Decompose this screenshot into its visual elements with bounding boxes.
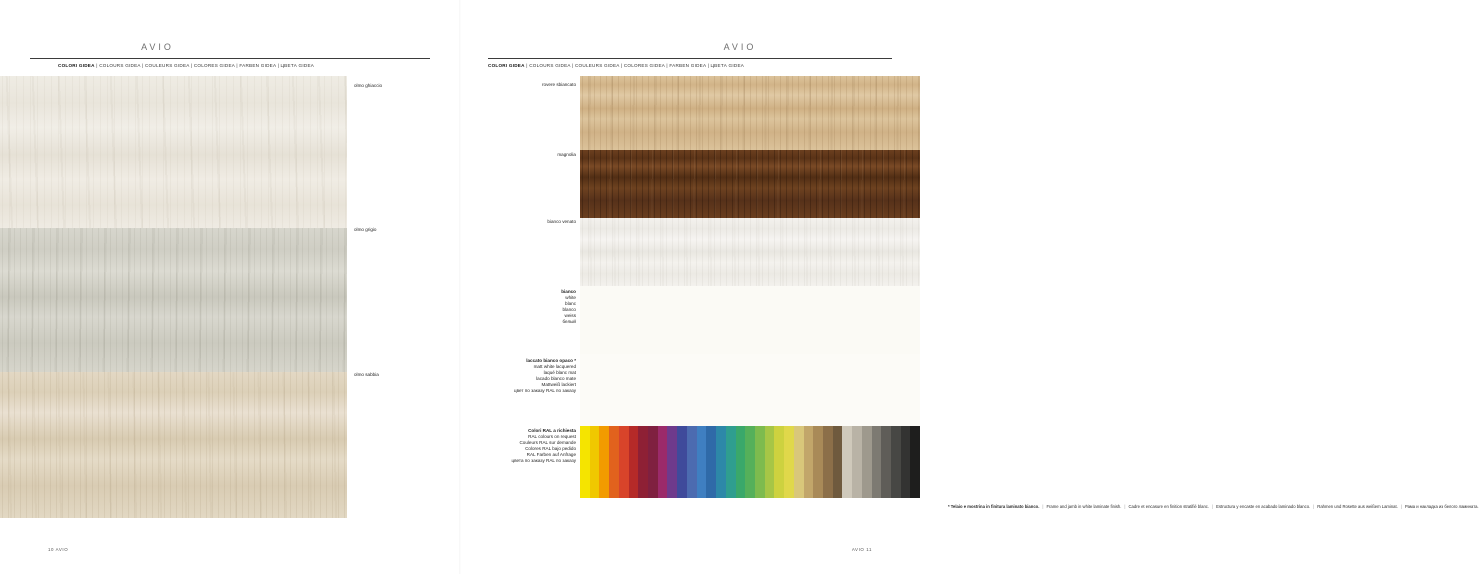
- ral-chip[interactable]: [755, 426, 765, 498]
- label-line-translation: белый: [562, 319, 576, 324]
- label-line-translation: white: [565, 295, 576, 300]
- footnote-separator: |: [1313, 504, 1315, 509]
- label-olmo-grigio: olmo grigio: [354, 227, 377, 232]
- ral-chip[interactable]: [745, 426, 755, 498]
- ral-chip[interactable]: [629, 426, 639, 498]
- footnote-translation: Frame and jamb in white laminate finish.: [1046, 504, 1122, 509]
- label-line-translation: RAL Farben auf Anfrage: [526, 452, 576, 457]
- label-line-primary: Colori RAL a richiesta: [528, 428, 576, 433]
- ral-chip[interactable]: [580, 426, 590, 498]
- label-line-translation: Couleurs RAL sur demande: [519, 440, 576, 445]
- wood-grain-texture: [580, 76, 920, 150]
- label-line-translation: RAL colours on request: [528, 434, 576, 439]
- swatch-bianco-venato[interactable]: [580, 218, 920, 286]
- ral-chip[interactable]: [784, 426, 794, 498]
- ral-chip[interactable]: [842, 426, 852, 498]
- ral-color-strip[interactable]: [580, 426, 920, 498]
- swatch-olmo-sabbia[interactable]: [0, 372, 347, 518]
- ral-chip[interactable]: [901, 426, 911, 498]
- right-legend-rest: | COLOURS GIDEA | COULEURS GIDEA | COLORES GIDEA | FARBEN GIDEA | ЦВЕТА GIDEA: [524, 63, 745, 68]
- label-line-translation: weiss: [564, 313, 576, 318]
- left-swatch-stack: [0, 76, 347, 518]
- ral-chip[interactable]: [687, 426, 697, 498]
- right-swatch-stack: [580, 76, 920, 498]
- ral-chip[interactable]: [667, 426, 677, 498]
- label-line-primary: laccato bianco opaco *: [526, 358, 576, 363]
- label-rovere-sbiancato: rovere sbiancato: [542, 82, 576, 87]
- label-line-translation: laqué blanc mat: [543, 370, 576, 375]
- ral-chip[interactable]: [716, 426, 726, 498]
- ral-chip[interactable]: [804, 426, 814, 498]
- footnote-bold: * Telaio e mostrina in finitura laminato bianco.: [948, 504, 1040, 509]
- wood-grain-texture: [0, 228, 347, 372]
- label-line-primary: bianco: [561, 289, 576, 294]
- footnote-separator: |: [1124, 504, 1126, 509]
- ral-chip[interactable]: [765, 426, 775, 498]
- ral-chip[interactable]: [862, 426, 872, 498]
- left-page-header: [30, 42, 430, 56]
- right-legend: [488, 63, 744, 68]
- ral-chip[interactable]: [590, 426, 600, 498]
- right-page-title: AVIO: [723, 42, 757, 52]
- label-colori-ral: [416, 428, 576, 464]
- footnote-translations: [1039, 504, 1478, 509]
- ral-chip[interactable]: [813, 426, 823, 498]
- swatch-laccato-bianco-opaco[interactable]: [580, 354, 920, 426]
- ral-chip[interactable]: [706, 426, 716, 498]
- ral-chip[interactable]: [648, 426, 658, 498]
- label-line-translation: Colores RAL bajo pedido: [525, 446, 576, 451]
- swatch-magnolia[interactable]: [580, 150, 920, 218]
- ral-chip[interactable]: [910, 426, 920, 498]
- label-line-translation: Mattweiß lackiert: [541, 382, 576, 387]
- footnote-separator: |: [1400, 504, 1402, 509]
- footnote-translation: Рама и накладка из белого ламината.: [1404, 504, 1479, 509]
- ral-chip[interactable]: [736, 426, 746, 498]
- footnote-translation: Estructura y encaste en acabado laminado blanco.: [1216, 504, 1311, 509]
- swatch-bianco[interactable]: [580, 286, 920, 354]
- right-header-rule: [488, 58, 892, 59]
- swatch-colori-ral[interactable]: [580, 426, 920, 498]
- ral-chip[interactable]: [794, 426, 804, 498]
- label-laccato-bianco-opaco: [416, 358, 576, 394]
- left-page: [0, 0, 460, 574]
- wood-grain-texture: [580, 150, 920, 218]
- swatch-rovere-sbiancato[interactable]: [580, 76, 920, 150]
- ral-chip[interactable]: [677, 426, 687, 498]
- footnote-translation: Cadre et encasure en finition stratifié blanc.: [1128, 504, 1210, 509]
- ral-chip[interactable]: [609, 426, 619, 498]
- ral-chip[interactable]: [774, 426, 784, 498]
- label-bianco-venato: bianco venato: [547, 219, 576, 224]
- ral-chip[interactable]: [852, 426, 862, 498]
- label-line-translation: blanco: [562, 307, 576, 312]
- left-legend: [58, 63, 314, 68]
- footnote-separator: |: [1212, 504, 1214, 509]
- label-line-translation: blanc: [565, 301, 576, 306]
- label-line-translation: lacado blanco mate: [536, 376, 576, 381]
- ral-chip[interactable]: [872, 426, 882, 498]
- left-legend-bold: COLORI GIDEA: [58, 63, 95, 68]
- left-legend-rest: | COLOURS GIDEA | COULEURS GIDEA | COLORES GIDEA | FARBEN GIDEA | ЦВЕТА GIDEA: [94, 63, 315, 68]
- ral-chip[interactable]: [823, 426, 833, 498]
- ral-chip[interactable]: [881, 426, 891, 498]
- ral-chip[interactable]: [658, 426, 668, 498]
- ral-chip[interactable]: [697, 426, 707, 498]
- ral-chip[interactable]: [891, 426, 901, 498]
- ral-chip[interactable]: [638, 426, 648, 498]
- ral-chip[interactable]: [833, 426, 843, 498]
- footnote: [948, 504, 1479, 510]
- footnote-translation: Rahmen und Rosette aus weißem Laminat.: [1317, 504, 1398, 509]
- right-folio: AVIO 11: [851, 547, 872, 552]
- label-line-translation: matt white lacquered: [533, 364, 576, 369]
- label-olmo-sabbia: olmo sabbia: [354, 372, 379, 377]
- label-olmo-ghiaccio: olmo ghiaccio: [354, 83, 383, 88]
- label-magnolia: magnolia: [557, 152, 576, 157]
- footnote-separator: |: [1042, 504, 1044, 509]
- left-folio: 10 AVIO: [48, 547, 69, 552]
- wood-grain-texture: [0, 372, 347, 518]
- label-line-translation: цвет по заказу RAL по заказу: [513, 388, 576, 393]
- right-page-header: [488, 42, 892, 56]
- label-bianco: [416, 289, 576, 325]
- left-header-rule: [30, 58, 430, 59]
- right-legend-bold: COLORI GIDEA: [488, 63, 525, 68]
- wood-grain-texture: [0, 76, 347, 228]
- ral-chip[interactable]: [599, 426, 609, 498]
- label-line-translation: цвета по заказу RAL по заказу: [511, 458, 576, 463]
- right-page: [460, 0, 1479, 574]
- left-page-title: AVIO: [141, 42, 174, 52]
- swatch-olmo-ghiaccio[interactable]: [0, 76, 347, 228]
- ral-chip[interactable]: [726, 426, 736, 498]
- ral-chip[interactable]: [619, 426, 629, 498]
- swatch-olmo-grigio[interactable]: [0, 228, 347, 372]
- wood-grain-texture: [580, 218, 920, 286]
